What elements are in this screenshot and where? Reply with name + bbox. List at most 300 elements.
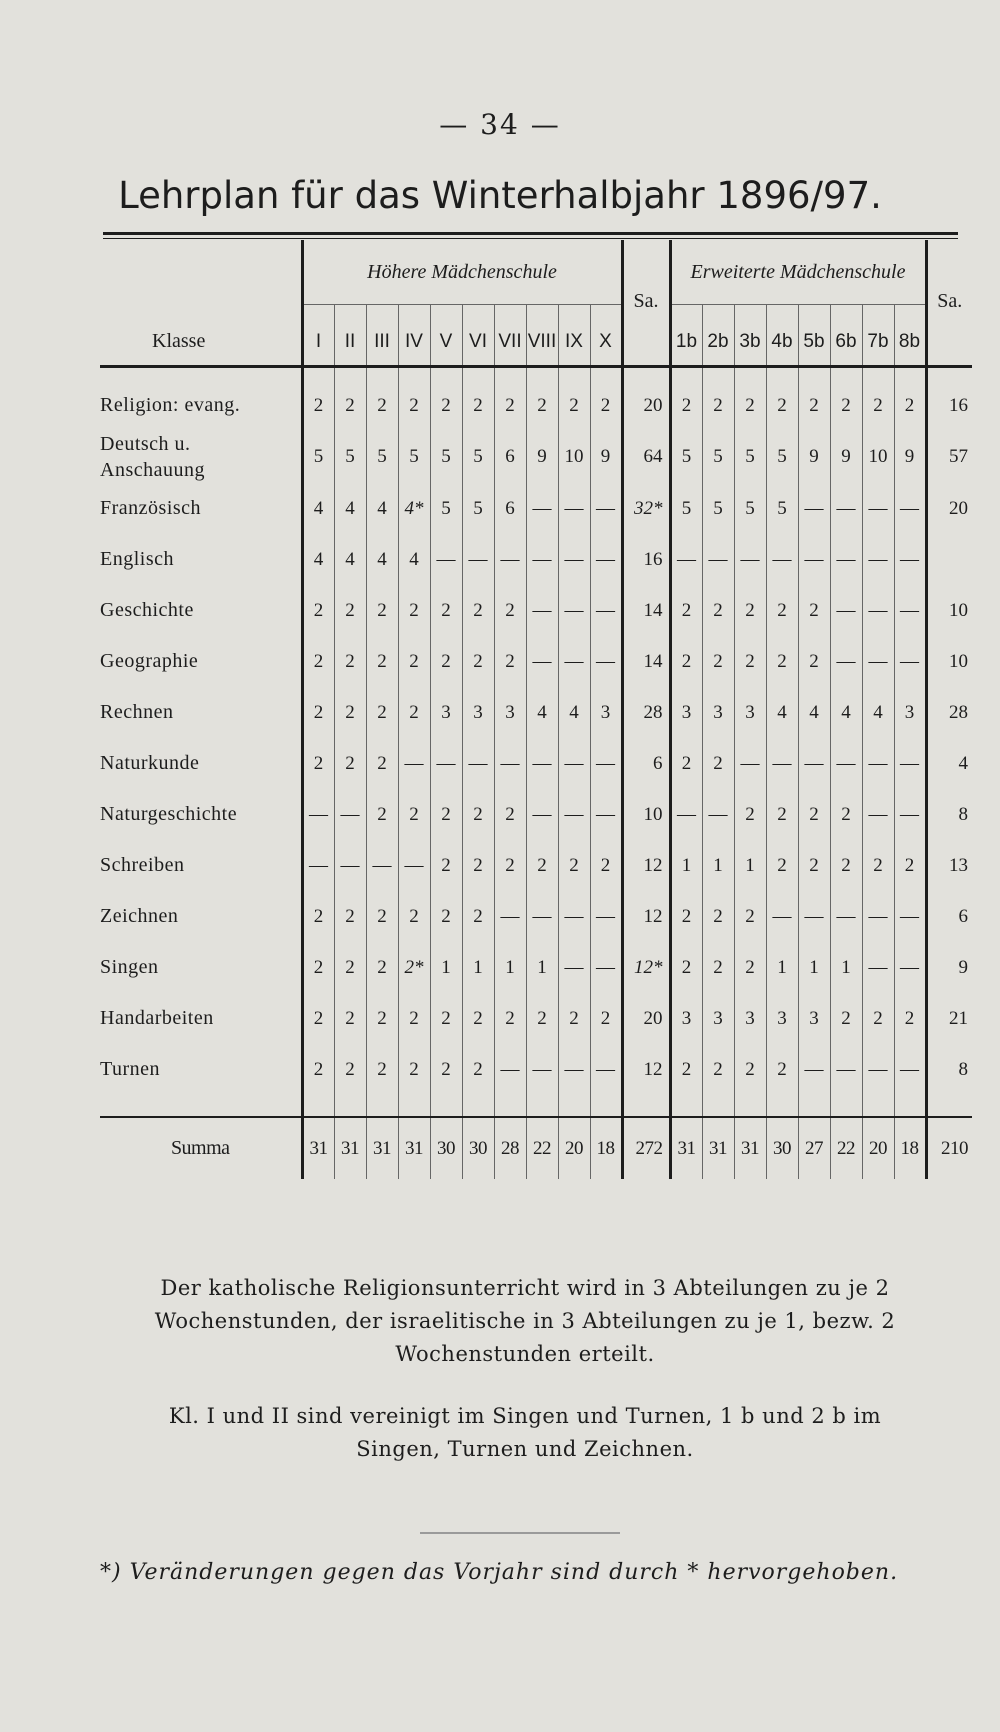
hours-cell: 31 — [398, 1117, 430, 1179]
hours-cell: 1 — [430, 942, 462, 993]
hours-cell: 2 — [366, 585, 398, 636]
hours-cell: 2 — [670, 891, 702, 942]
hours-cell: 2 — [334, 942, 366, 993]
hours-cell: 2 — [398, 687, 430, 738]
dash-cell: — — [590, 585, 622, 636]
hours-cell: 9 — [590, 431, 622, 483]
hours-cell: 3 — [734, 687, 766, 738]
hours-cell: 2 — [862, 840, 894, 891]
dash-cell: — — [590, 483, 622, 534]
dash-cell: — — [558, 942, 590, 993]
hours-cell: 2 — [366, 891, 398, 942]
hours-cell: 2 — [830, 993, 862, 1044]
subject-row — [100, 585, 972, 636]
rule-cell — [798, 366, 830, 380]
rule-cell — [526, 1095, 558, 1117]
hours-cell: 2 — [398, 993, 430, 1044]
hours-cell: 1 — [766, 942, 798, 993]
hours-cell: 1 — [670, 840, 702, 891]
dash-cell: — — [558, 483, 590, 534]
hours-cell: 30 — [462, 1117, 494, 1179]
dash-cell: — — [558, 738, 590, 789]
summa-label: Summa — [100, 1117, 302, 1179]
title-rule-thin — [103, 238, 958, 239]
hours-cell: 31 — [702, 1117, 734, 1179]
dash-cell: — — [494, 738, 526, 789]
sum-cell-hoehere: 14 — [622, 636, 670, 687]
hours-cell: 2 — [798, 840, 830, 891]
rule-cell — [100, 366, 302, 380]
hours-cell: 2 — [366, 789, 398, 840]
hours-cell: 4 — [302, 483, 334, 534]
hours-cell: 2 — [462, 1044, 494, 1095]
hours-cell: 2 — [302, 1044, 334, 1095]
hours-cell: 2 — [366, 738, 398, 789]
hours-cell: 1 — [702, 840, 734, 891]
hours-cell: 2 — [334, 380, 366, 431]
hours-cell: 2 — [462, 380, 494, 431]
hours-cell: 5 — [670, 431, 702, 483]
column-header-6b: 6b — [830, 304, 862, 366]
hours-cell: 2 — [366, 687, 398, 738]
dash-cell: — — [862, 585, 894, 636]
hours-cell: 20 — [862, 1117, 894, 1179]
hours-cell: 31 — [670, 1117, 702, 1179]
dash-cell: — — [798, 738, 830, 789]
dash-cell: — — [894, 585, 926, 636]
hours-cell: 2 — [558, 380, 590, 431]
rule-cell — [366, 1095, 398, 1117]
hours-cell: 2 — [430, 789, 462, 840]
dash-cell: — — [894, 789, 926, 840]
dash-cell: — — [734, 738, 766, 789]
hours-cell: 2 — [766, 585, 798, 636]
dash-cell: — — [590, 534, 622, 585]
hours-cell: 2 — [302, 585, 334, 636]
hours-cell: 2 — [430, 840, 462, 891]
dash-cell: — — [334, 789, 366, 840]
dash-cell: — — [398, 738, 430, 789]
hours-cell: 2 — [302, 380, 334, 431]
hours-cell: 2 — [302, 942, 334, 993]
subject-label: Naturgeschichte — [100, 789, 302, 840]
hours-cell: 2 — [302, 636, 334, 687]
lesson-plan-table — [100, 240, 972, 1179]
hours-cell: 2 — [430, 891, 462, 942]
dash-cell: — — [766, 738, 798, 789]
hours-cell: 2 — [366, 993, 398, 1044]
rule-cell — [830, 366, 862, 380]
subject-row — [100, 891, 972, 942]
dash-cell: — — [702, 534, 734, 585]
subject-row — [100, 789, 972, 840]
rule-cell — [862, 366, 894, 380]
hours-cell: 10 — [862, 431, 894, 483]
dash-cell: — — [830, 1044, 862, 1095]
rule-cell — [302, 1095, 334, 1117]
hours-cell: 2 — [894, 993, 926, 1044]
hours-cell: 2 — [366, 942, 398, 993]
hours-cell: 2* — [398, 942, 430, 993]
hours-cell: 4 — [766, 687, 798, 738]
hours-cell: 27 — [798, 1117, 830, 1179]
hours-cell: 3 — [766, 993, 798, 1044]
hours-cell: 2 — [702, 1044, 734, 1095]
hours-cell: 2 — [366, 636, 398, 687]
group-title-erweiterte: Erweiterte Mädchenschule — [670, 240, 926, 304]
sum-cell-erweiterte: 20 — [949, 497, 968, 519]
dash-cell: — — [798, 1044, 830, 1095]
hours-cell: 2 — [670, 1044, 702, 1095]
sum-cell-erweiterte: 57 — [949, 446, 968, 467]
hours-cell: 2 — [302, 687, 334, 738]
column-header-7b: 7b — [862, 304, 894, 366]
sum-cell-hoehere: 12 — [622, 891, 670, 942]
hours-cell: 2 — [430, 1044, 462, 1095]
rule-cell — [894, 366, 926, 380]
hours-cell: 2 — [734, 636, 766, 687]
rule-cell — [926, 366, 972, 380]
dash-cell: — — [526, 636, 558, 687]
hours-cell: 2 — [430, 585, 462, 636]
hours-cell: 2 — [494, 380, 526, 431]
hours-cell: 2 — [334, 585, 366, 636]
dash-cell: — — [702, 789, 734, 840]
rule-cell — [302, 366, 334, 380]
hours-cell: 9 — [526, 431, 558, 483]
hours-cell: 3 — [702, 993, 734, 1044]
hours-cell: 5 — [702, 431, 734, 483]
subject-row — [100, 431, 972, 483]
rule-cell — [494, 366, 526, 380]
rule-cell — [702, 366, 734, 380]
column-header-5b: 5b — [798, 304, 830, 366]
hours-cell: 2 — [766, 380, 798, 431]
rule-cell — [766, 366, 798, 380]
dash-cell: — — [494, 891, 526, 942]
hours-cell: 2 — [734, 789, 766, 840]
hours-cell: 2 — [670, 636, 702, 687]
dash-cell: — — [798, 534, 830, 585]
hours-cell: 5 — [702, 483, 734, 534]
dash-cell: — — [862, 891, 894, 942]
subject-label: Englisch — [100, 534, 302, 585]
column-header-vii: VII — [494, 304, 526, 366]
sum-cell-erweiterte: 10 — [949, 650, 968, 672]
rule-cell — [622, 1095, 670, 1117]
header-sa2-label: Sa. — [937, 289, 963, 312]
hours-cell: 3 — [734, 993, 766, 1044]
rule-cell — [894, 1095, 926, 1117]
rule-cell — [702, 1095, 734, 1117]
column-header-3b: 3b — [734, 304, 766, 366]
hours-cell: 2 — [670, 942, 702, 993]
hours-cell: 5 — [462, 483, 494, 534]
hours-cell: 9 — [830, 431, 862, 483]
hours-cell: 2 — [670, 585, 702, 636]
sum-cell-hoehere: 6 — [622, 738, 670, 789]
sum-cell-hoehere: 12 — [622, 840, 670, 891]
rule-cell — [670, 1095, 702, 1117]
hours-cell: 2 — [430, 380, 462, 431]
subject-row — [100, 380, 972, 431]
hours-cell: 2 — [798, 585, 830, 636]
rule-cell — [334, 1095, 366, 1117]
dash-cell: — — [894, 738, 926, 789]
hours-cell: 4 — [798, 687, 830, 738]
dash-cell: — — [670, 789, 702, 840]
hours-cell: 3 — [494, 687, 526, 738]
hours-cell: 2 — [558, 993, 590, 1044]
sum-cell-erweiterte — [926, 534, 972, 585]
hours-cell: 2 — [334, 1044, 366, 1095]
subject-label: Geschichte — [100, 585, 302, 636]
rule-cell — [334, 366, 366, 380]
hours-cell: 2 — [494, 840, 526, 891]
sum-cell-hoehere: 16 — [622, 534, 670, 585]
hours-cell: 2 — [734, 1044, 766, 1095]
subject-row — [100, 942, 972, 993]
dash-cell: — — [526, 483, 558, 534]
dash-cell: — — [590, 636, 622, 687]
hours-cell: 28 — [494, 1117, 526, 1179]
subject-label: Rechnen — [100, 687, 302, 738]
note-combined-classes: Kl. I und II sind vereinigt im Singen und Turnen, 1 b und 2 b im Singen, Turnen und Zeichnen. — [168, 1404, 882, 1461]
hours-cell: 2 — [830, 380, 862, 431]
hours-cell: 5 — [670, 483, 702, 534]
sum-cell-hoehere: 64 — [622, 431, 670, 483]
dash-cell: — — [526, 1044, 558, 1095]
hours-cell: 1 — [494, 942, 526, 993]
sum-cell-erweiterte: 4 — [958, 752, 968, 774]
subject-row — [100, 993, 972, 1044]
dash-cell: — — [670, 534, 702, 585]
sum-cell-erweiterte: 8 — [958, 803, 968, 825]
hours-cell: 5 — [734, 483, 766, 534]
hours-cell: 9 — [894, 431, 926, 483]
dash-cell: — — [334, 840, 366, 891]
hours-cell: 5 — [334, 431, 366, 483]
column-header-4b: 4b — [766, 304, 798, 366]
subject-label: Naturkunde — [100, 738, 302, 789]
hours-cell: 18 — [590, 1117, 622, 1179]
sum-cell-hoehere: 272 — [622, 1117, 670, 1179]
hours-cell: 31 — [302, 1117, 334, 1179]
subject-label: Turnen — [100, 1044, 302, 1095]
subject-label: Handarbeiten — [100, 993, 302, 1044]
dash-cell: — — [494, 534, 526, 585]
column-header-viii: VIII — [526, 304, 558, 366]
hours-cell: 1 — [462, 942, 494, 993]
hours-cell: 31 — [366, 1117, 398, 1179]
hours-cell: 2 — [734, 380, 766, 431]
hours-cell: 2 — [366, 380, 398, 431]
sum-cell-erweiterte: 10 — [949, 599, 968, 621]
subject-row — [100, 687, 972, 738]
hours-cell: 4 — [526, 687, 558, 738]
dash-cell: — — [734, 534, 766, 585]
hours-cell: 2 — [494, 993, 526, 1044]
dash-cell: — — [862, 483, 894, 534]
subject-label: Singen — [100, 942, 302, 993]
sum-cell-hoehere: 12 — [622, 1044, 670, 1095]
dash-cell: — — [302, 789, 334, 840]
dash-cell: — — [590, 738, 622, 789]
hours-cell: 2 — [558, 840, 590, 891]
hours-cell: 5 — [766, 483, 798, 534]
hours-cell: 2 — [734, 891, 766, 942]
hours-cell: 2 — [766, 636, 798, 687]
subject-label: Zeichnen — [100, 891, 302, 942]
dash-cell: — — [862, 738, 894, 789]
subject-label: Religion: evang. — [100, 380, 302, 431]
hours-cell: 3 — [430, 687, 462, 738]
dash-cell: — — [830, 585, 862, 636]
note-religion: Der katholische Religionsunterricht wird in 3 Abteilungen zu je 2 Wochenstunden, der israelitische in 3 Abteilungen zu je 1, bezw. 2 Wochenstunden erteilt. — [154, 1276, 896, 1366]
rule-cell — [862, 1095, 894, 1117]
dash-cell: — — [558, 585, 590, 636]
hours-cell: 2 — [302, 738, 334, 789]
hours-cell: 5 — [462, 431, 494, 483]
rule-cell — [798, 1095, 830, 1117]
hours-cell: 1 — [798, 942, 830, 993]
hours-cell: 3 — [798, 993, 830, 1044]
hours-cell: 2 — [862, 993, 894, 1044]
hours-cell: 2 — [894, 380, 926, 431]
hours-cell: 2 — [590, 993, 622, 1044]
dash-cell: — — [398, 840, 430, 891]
hours-cell: 2 — [302, 993, 334, 1044]
hours-cell: 2 — [670, 738, 702, 789]
hours-cell: 4 — [398, 534, 430, 585]
hours-cell: 6 — [494, 431, 526, 483]
dash-cell: — — [558, 789, 590, 840]
hours-cell: 5 — [430, 483, 462, 534]
sum-cell-hoehere: 10 — [622, 789, 670, 840]
column-header-iii: III — [366, 304, 398, 366]
dash-cell: — — [894, 1044, 926, 1095]
rule-cell — [462, 1095, 494, 1117]
header-sa1-label: Sa. — [622, 240, 670, 366]
hours-cell: 2 — [590, 380, 622, 431]
dash-cell: — — [526, 789, 558, 840]
hours-cell: 2 — [334, 891, 366, 942]
sum-cell-erweiterte: 28 — [949, 701, 968, 723]
hours-cell: 2 — [590, 840, 622, 891]
hours-cell: 2 — [702, 891, 734, 942]
dash-cell: — — [894, 891, 926, 942]
sum-cell-erweiterte: 21 — [949, 1007, 968, 1029]
hours-cell: 2 — [766, 1044, 798, 1095]
hours-cell: 2 — [798, 380, 830, 431]
sum-cell-hoehere: 28 — [622, 687, 670, 738]
rule-cell — [734, 366, 766, 380]
rule-cell — [558, 366, 590, 380]
dash-cell: — — [526, 738, 558, 789]
hours-cell: 2 — [702, 380, 734, 431]
dash-cell: — — [558, 636, 590, 687]
hours-cell: 2 — [398, 789, 430, 840]
hours-cell: 5 — [398, 431, 430, 483]
hours-cell: 1 — [526, 942, 558, 993]
rule-cell — [494, 1095, 526, 1117]
hours-cell: 2 — [462, 585, 494, 636]
header-group-row — [100, 240, 972, 304]
sum-cell-hoehere: 20 — [622, 380, 670, 431]
sum-cell-erweiterte: 8 — [958, 1058, 968, 1080]
hours-cell: 4 — [334, 534, 366, 585]
hours-cell: 2 — [798, 636, 830, 687]
dash-cell: — — [430, 738, 462, 789]
hours-cell: 1 — [830, 942, 862, 993]
column-header-ix: IX — [558, 304, 590, 366]
hours-cell: 18 — [894, 1117, 926, 1179]
header-spacer — [100, 240, 302, 304]
dash-cell: — — [590, 891, 622, 942]
column-header-1b: 1b — [670, 304, 702, 366]
column-header-ii: II — [334, 304, 366, 366]
hours-cell: 4 — [558, 687, 590, 738]
hours-cell: 2 — [462, 993, 494, 1044]
sum-cell-erweiterte: 210 — [926, 1117, 972, 1179]
hours-cell: 2 — [734, 942, 766, 993]
hours-cell: 20 — [558, 1117, 590, 1179]
hours-cell: 3 — [670, 687, 702, 738]
hours-cell: 2 — [462, 840, 494, 891]
dash-cell: — — [462, 738, 494, 789]
hours-cell: 2 — [398, 585, 430, 636]
hours-cell: 2 — [766, 840, 798, 891]
hours-cell: 2 — [334, 738, 366, 789]
hours-cell: 2 — [830, 789, 862, 840]
hours-cell: 5 — [302, 431, 334, 483]
hours-cell: 2 — [366, 1044, 398, 1095]
dash-cell: — — [830, 636, 862, 687]
column-header-8b: 8b — [894, 304, 926, 366]
hours-cell: 6 — [494, 483, 526, 534]
hours-cell: 2 — [494, 585, 526, 636]
subject-row — [100, 840, 972, 891]
hours-cell: 2 — [494, 636, 526, 687]
hours-cell: 1 — [734, 840, 766, 891]
summa-row — [100, 1117, 972, 1179]
hours-cell: 3 — [590, 687, 622, 738]
dash-cell: — — [590, 1044, 622, 1095]
rule-cell — [766, 1095, 798, 1117]
dash-cell: — — [558, 891, 590, 942]
rule-cell — [430, 1095, 462, 1117]
subject-label: Geographie — [100, 636, 302, 687]
rule-cell — [398, 366, 430, 380]
sum-cell-hoehere: 14 — [622, 585, 670, 636]
dash-cell: — — [862, 636, 894, 687]
hours-cell: 4* — [398, 483, 430, 534]
dash-cell: — — [894, 942, 926, 993]
hours-cell: 2 — [702, 942, 734, 993]
dash-cell: — — [830, 738, 862, 789]
hours-cell: 5 — [766, 431, 798, 483]
dash-cell: — — [862, 1044, 894, 1095]
header-column-row — [100, 304, 972, 366]
hours-cell: 2 — [526, 993, 558, 1044]
hours-cell: 2 — [302, 891, 334, 942]
hours-cell: 2 — [430, 636, 462, 687]
dash-cell: — — [526, 891, 558, 942]
hours-cell: 30 — [766, 1117, 798, 1179]
dash-cell: — — [590, 942, 622, 993]
rule-cell — [100, 1095, 302, 1117]
dash-cell: — — [830, 534, 862, 585]
